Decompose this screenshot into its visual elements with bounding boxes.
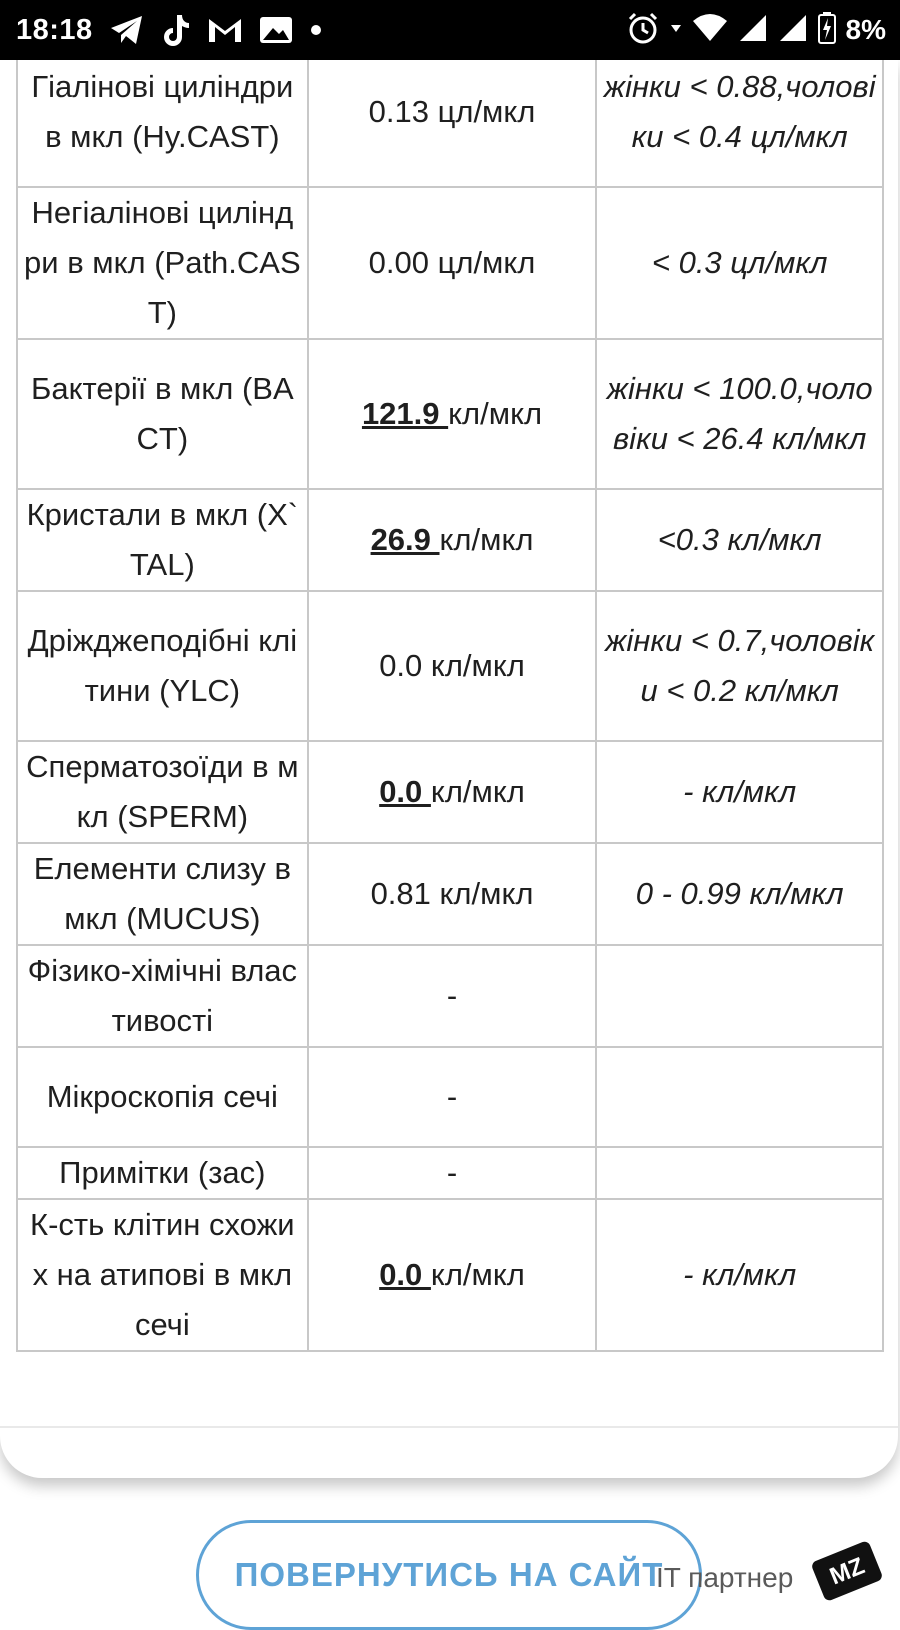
table-row <box>17 489 883 591</box>
test-value-flagged: 0.0 <box>379 774 431 809</box>
system-icons <box>626 11 886 50</box>
reference-range: <0.3 кл/мкл <box>596 489 883 591</box>
test-value-flagged: 121.9 <box>361 396 449 431</box>
test-name: Дріжджеподібні клітини (YLC) <box>17 591 308 741</box>
reference-range <box>596 1047 883 1147</box>
test-unit: кл/мкл <box>422 648 525 683</box>
table-row <box>17 1199 883 1351</box>
table-row <box>17 1147 883 1199</box>
reference-range: жінки < 100.0,чоловіки < 26.4 кл/мкл <box>596 339 883 489</box>
results-table <box>16 60 884 1352</box>
test-value-cell <box>308 741 597 843</box>
table-row <box>17 843 883 945</box>
test-name: Примітки (зас) <box>17 1147 308 1199</box>
test-name: Мікроскопія сечі <box>17 1047 308 1147</box>
table-row <box>17 945 883 1047</box>
test-name: Сперматозоїди в мкл (SPERM) <box>17 741 308 843</box>
test-unit: цл/мкл <box>428 245 536 280</box>
signal-icon <box>738 13 768 48</box>
test-value-cell <box>308 489 597 591</box>
data-arrow-icon <box>670 21 682 39</box>
table-row <box>17 591 883 741</box>
test-name: К-сть клітин схожих на атипові в мкл сечі <box>17 1199 308 1351</box>
table-row <box>17 339 883 489</box>
reference-range: жінки < 0.88,чоловіки < 0.4 цл/мкл <box>596 60 883 187</box>
reference-range: < 0.3 цл/мкл <box>596 187 883 339</box>
test-name: Негіалінові циліндри в мкл (Path.CAST) <box>17 187 308 339</box>
dot-icon <box>309 23 323 37</box>
test-value-flagged: 26.9 <box>370 522 440 557</box>
test-value: 0.00 <box>368 245 429 280</box>
it-partner-label[interactable]: IT партнер <box>656 1562 794 1593</box>
gmail-icon <box>207 16 243 44</box>
test-unit: кл/мкл <box>430 1257 525 1292</box>
status-time: 18:18 <box>16 13 93 46</box>
test-value-cell <box>308 60 597 187</box>
test-value: 0.0 <box>379 648 423 683</box>
test-name: Бактерії в мкл (BACT) <box>17 339 308 489</box>
test-value-cell <box>308 1047 597 1147</box>
test-value-cell <box>308 843 597 945</box>
telegram-icon <box>109 14 145 46</box>
table-row <box>17 741 883 843</box>
reference-range: - кл/мкл <box>596 741 883 843</box>
test-value: - <box>446 978 458 1013</box>
notification-icons <box>109 13 323 47</box>
reference-range <box>596 945 883 1047</box>
test-unit: кл/мкл <box>430 774 525 809</box>
test-unit: кл/мкл <box>430 876 534 911</box>
test-name: Фізико-хімічні властивості <box>17 945 308 1047</box>
test-value: 0.81 <box>370 876 431 911</box>
status-bar <box>0 0 900 60</box>
test-value-cell <box>308 945 597 1047</box>
test-unit: цл/мкл <box>428 94 536 129</box>
mz-logo-icon[interactable] <box>812 1536 882 1606</box>
test-name: Кристали в мкл (X`TAL) <box>17 489 308 591</box>
test-value-flagged: 0.0 <box>379 1257 431 1292</box>
results-table-body <box>17 60 883 1351</box>
test-name: Гіалінові циліндри в мкл (Hy.CAST) <box>17 60 308 187</box>
test-value-cell <box>308 1147 597 1199</box>
tiktok-icon <box>161 13 191 47</box>
reference-range: жінки < 0.7,чоловіки < 0.2 кл/мкл <box>596 591 883 741</box>
signal-icon <box>778 13 808 48</box>
wifi-icon <box>692 13 728 48</box>
table-row <box>17 187 883 339</box>
back-to-site-button[interactable]: ПОВЕРНУТИСЬ НА САЙТ <box>196 1520 702 1630</box>
test-unit: кл/мкл <box>448 396 543 431</box>
reference-range <box>596 1147 883 1199</box>
image-icon <box>259 16 293 44</box>
test-value: - <box>446 1079 458 1114</box>
test-value-cell <box>308 591 597 741</box>
battery-charging-icon <box>818 12 836 49</box>
test-value-cell <box>308 339 597 489</box>
table-row <box>17 1047 883 1147</box>
test-value-cell <box>308 1199 597 1351</box>
results-card <box>0 60 898 1478</box>
test-unit: кл/мкл <box>439 522 534 557</box>
test-value-cell <box>308 187 597 339</box>
card-divider <box>0 1426 898 1428</box>
reference-range: - кл/мкл <box>596 1199 883 1351</box>
battery-percent: 8% <box>845 14 886 45</box>
reference-range: 0 - 0.99 кл/мкл <box>596 843 883 945</box>
test-value: 0.13 <box>368 94 429 129</box>
alarm-icon <box>626 11 660 50</box>
table-row <box>17 60 883 187</box>
test-name: Елементи слизу в мкл (MUCUS) <box>17 843 308 945</box>
test-value: - <box>446 1155 458 1190</box>
mz-logo-text: MZ <box>826 1552 869 1591</box>
